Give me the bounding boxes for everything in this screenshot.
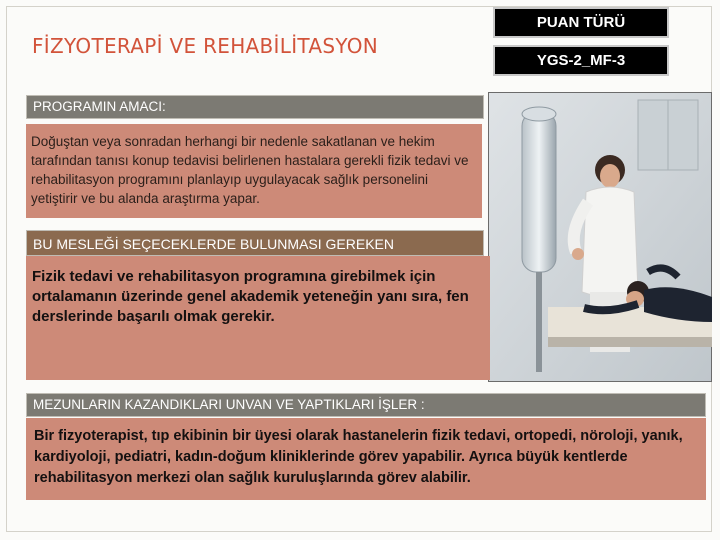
graduate-titles-panel (26, 418, 706, 500)
page-title: FİZYOTERAPİ VE REHABİLİTASYON (32, 34, 379, 58)
score-type-value: YGS-2_MF-3 (493, 45, 669, 76)
score-type-label: PUAN TÜRÜ (493, 7, 669, 38)
graduate-titles-heading (26, 393, 706, 417)
graduate-titles-heading-text: MEZUNLARIN KAZANDIKLARI UNVAN VE YAPTIKLARI İŞLER : (33, 397, 425, 412)
required-qualities-heading (26, 230, 484, 256)
required-qualities-panel (26, 256, 490, 380)
program-purpose-text: Doğuştan veya sonradan herhangi bir nedenle sakatlanan ve hekim tarafından tanısı konup tedavisi belirlenen hastalara gerekli fizik tedavi ve rehabilitasyon programını planlayıp uygulayacak sağlık personelini yetiştirir ve bu alanda araştırma yapar. (31, 134, 469, 206)
required-qualities-heading-text: BU MESLEĞİ SEÇECEKLERDE BULUNMASI GEREKEN (33, 236, 394, 252)
program-purpose-heading (26, 95, 484, 119)
program-purpose-heading-text: PROGRAMIN AMACI: (33, 99, 166, 114)
required-qualities-text: Fizik tedavi ve rehabilitasyon programına girebilmek için ortalamanın üzerinde genel akademik yeteneğin yanı sıra, fen derslerinde başarılı olmak gerekir. (32, 268, 469, 325)
program-purpose-panel (26, 124, 482, 218)
graduate-titles-text: Bir fizyoterapist, tıp ekibinin bir üyesi olarak hastanelerin fizik tedavi, ortopedi, nöroloji, yanık, kardiyoloji, pediatri, kadın-doğum kliniklerinde görev yapabilir. Ayrıca büyük kentlerde rehabilitasyon merkezi olan sağlık kuruluşlarında görev alabilir. (34, 428, 683, 486)
physiotherapy-photo (488, 92, 712, 382)
